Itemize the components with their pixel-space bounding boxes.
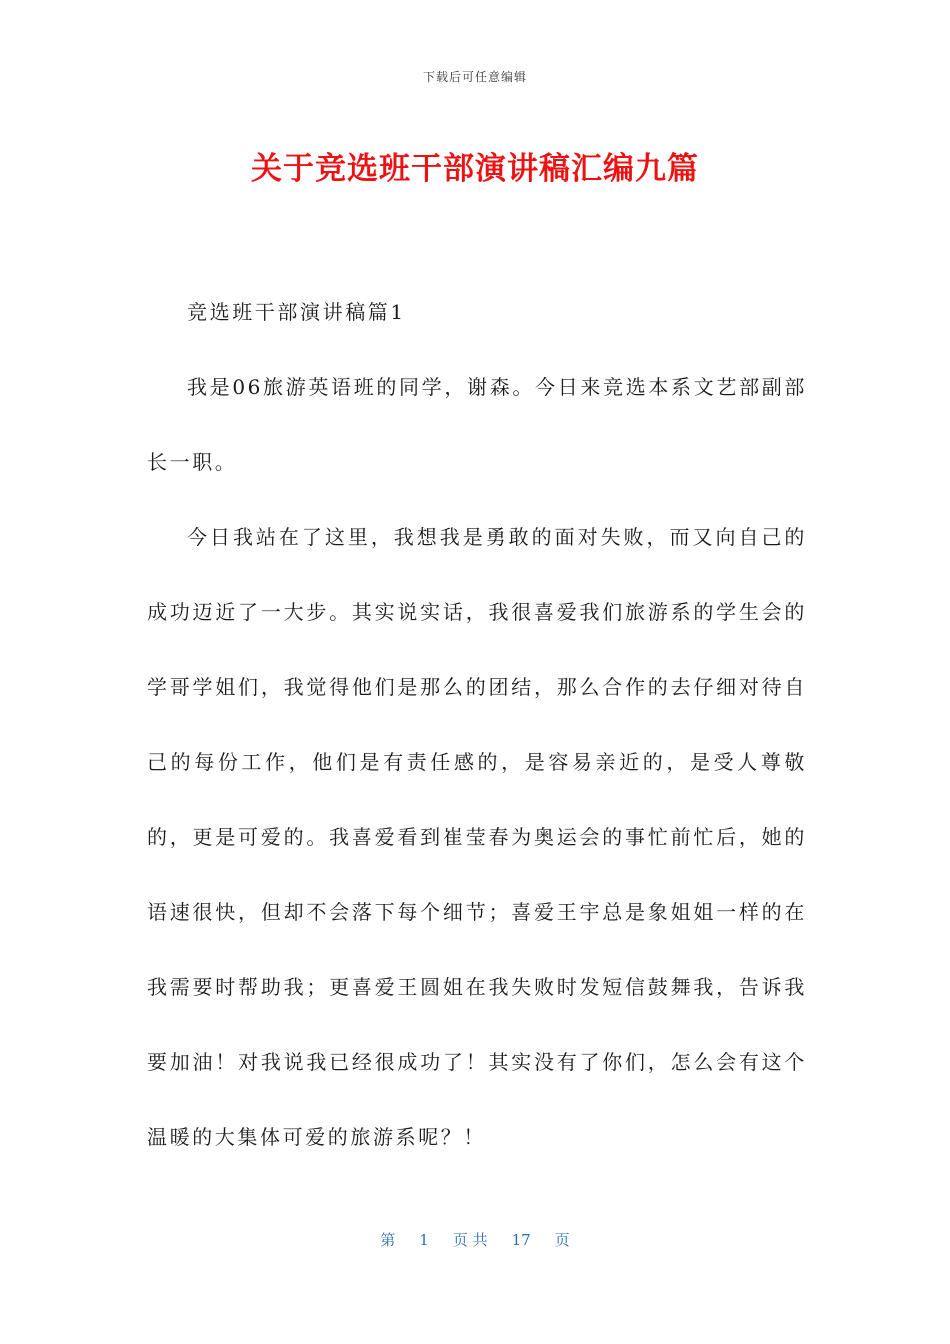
page-suffix: 页 xyxy=(554,1231,570,1249)
body-paragraph: 我是06旅游英语班的同学，谢森。今日来竞选本系文艺部副部长一职。 xyxy=(147,375,807,474)
section-heading: 竞选班干部演讲稿篇1 xyxy=(187,300,406,324)
download-note: 下载后可任意编辑 xyxy=(422,70,527,84)
document-title: 关于竞选班干部演讲稿汇编九篇 xyxy=(251,151,699,187)
page-footer xyxy=(0,1229,950,1250)
document-body xyxy=(147,275,807,1175)
page-prefix: 第 xyxy=(380,1231,396,1249)
page-middle: 页 共 xyxy=(452,1231,488,1249)
page-total: 17 xyxy=(511,1231,531,1249)
page-current: 1 xyxy=(419,1231,429,1249)
body-paragraph: 今日我站在了这里，我想我是勇敢的面对失败，而又向自己的成功迈近了一大步。其实说实话，我很喜爱我们旅游系的学生会的学哥学姐们，我觉得他们是那么的团结，那么合作的去仔细对待自己的每份工作，他们是有责任感的，是容易亲近的，是受人尊敬的，更是可爱的。我喜爱看到崔莹春为奥运会的事忙前忙后，她的语速很快，但却不会落下每个细节；喜爱王宇总是象姐姐一样的在我需要时帮助我；更喜爱王圆姐在我失败时发短信鼓舞我，告诉我要加油！对我说我已经很成功了！其实没有了你们，怎么会有这个温暖的大集体可爱的旅游系呢？！ xyxy=(147,525,807,1149)
